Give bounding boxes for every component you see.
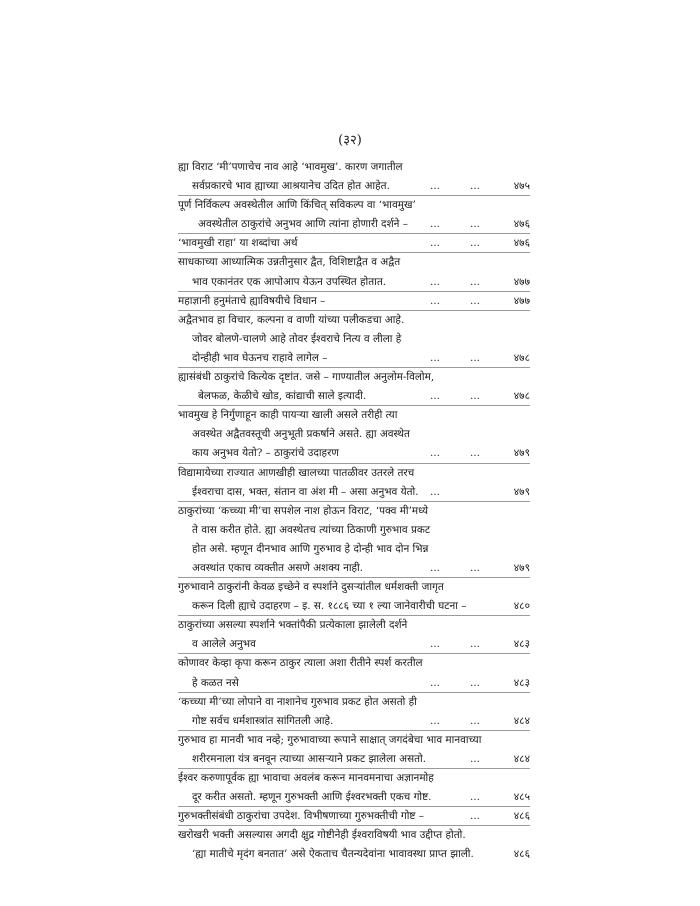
dot-leader: … xyxy=(470,562,480,574)
toc-line-text: होत असे. म्हणून दीनभाव आणि गुरुभाव हे दोन्ही भाव दोन भिन्न xyxy=(192,542,429,555)
toc-line xyxy=(178,253,530,272)
dot-leader: … xyxy=(430,238,440,250)
toc-line xyxy=(178,521,530,540)
toc-line-text: दोन्हीही भाव घेऊनच राहावे लागेल – xyxy=(192,351,328,364)
dot-leader: … xyxy=(470,677,480,689)
dot-leader: … xyxy=(470,352,480,364)
toc-line-text: ठाकुरांच्या ‘कच्च्या मी’चा सपशेल नाश होऊन विराट, ‘पक्व मी’मध्ये xyxy=(178,504,429,517)
toc-page-number: ४७९ xyxy=(513,485,530,498)
toc-entry xyxy=(178,616,530,654)
toc-line xyxy=(178,578,530,597)
toc-page-number: ४८६ xyxy=(513,810,530,823)
toc-entry xyxy=(178,368,530,406)
toc-line-text: व आलेले अनुभव xyxy=(192,638,256,651)
dot-leader: … xyxy=(470,448,480,460)
toc-line-text: शरीरमनाला यंत्र बनवून त्याच्या आसऱ्याने प्रकट झालेला असतो. xyxy=(192,752,427,765)
toc-line xyxy=(178,750,530,769)
toc-line-text: अवस्थेतील ठाकुरांचे अनुभव आणि त्यांना होणारी दर्शने – xyxy=(198,218,408,231)
toc-line-text: ईश्वर करुणापूर्वक ह्या भावाचा अवलंब करून मानवमनाचा अज्ञानमोह xyxy=(178,772,434,784)
toc-line-text: गुरुभाव हा मानवी भाव नव्हे; गुरुभावाच्या रूपाने साक्षात् जगदंबेचा भाव मानवाच्या xyxy=(178,733,482,746)
toc-line xyxy=(178,444,530,463)
page-number: (३२) xyxy=(338,133,362,148)
toc-line-text: अद्वैतभाव हा विचार, कल्पना व वाणी यांच्या पलीकडचा आहे. xyxy=(178,313,405,326)
toc-page-number: ४८४ xyxy=(513,714,530,727)
toc-entry xyxy=(178,234,530,253)
toc-entry xyxy=(178,253,530,291)
toc-line xyxy=(178,845,530,864)
toc-line-text: जोवर बोलणे-चालणे आहे तोवर ईश्वराचे नित्य व लीला हे xyxy=(192,332,402,345)
toc-line xyxy=(178,196,530,215)
toc-page-number: ४७६ xyxy=(513,237,530,250)
toc-line-text: हे कळत नसे xyxy=(192,676,239,689)
toc-page-number: ४८६ xyxy=(513,848,530,861)
toc-entry xyxy=(178,807,530,826)
toc-line xyxy=(178,464,530,483)
toc-line-text: ईश्वराचा दास, भक्त, संतान वा अंश मी – असा अनुभव येतो. xyxy=(192,485,419,498)
toc-line-text: करून दिली ह्याचे उदाहरण – इ. स. १८८६ च्या १ ल्या जानेवारीची घटना – xyxy=(192,600,467,613)
toc-line-text: भावमुख हे निर्गुणाहून काही पायऱ्या खाली असले तरीही त्या xyxy=(178,409,398,422)
toc-line-text: सर्वप्रकारचे भाव ह्याच्या आश्रयानेच उदित होत आहेत. xyxy=(192,180,390,193)
toc-line-text: ह्यासंबंधी ठाकुरांचे कित्येक दृष्टांत. जसे – गाण्यातील अनुलोम-विलोम, xyxy=(178,371,435,384)
dot-leader: … xyxy=(470,639,480,651)
toc-line xyxy=(178,483,530,502)
toc-line-text: ‘कच्च्या मी’च्या लोपाने वा नाशानेच गुरुभाव प्रकट होत असतो ही xyxy=(178,695,417,708)
toc-entry xyxy=(178,654,530,692)
toc-entry xyxy=(178,731,530,769)
toc-line-text: बेलफळ, केळीचे खोड, कांद्याची साले इत्यादी. xyxy=(198,390,367,403)
toc-page-number: ४७७ xyxy=(513,294,530,307)
toc-entry xyxy=(178,578,530,616)
dot-leader: … xyxy=(430,562,440,574)
dot-leader: … xyxy=(430,219,440,231)
toc-line-text: खरोखरी भक्ती असल्यास अगदी क्षुद्र गोष्टीनेही ईश्वराविषयी भाव उद्दीप्त होतो. xyxy=(178,829,466,842)
toc-line-text: विद्यामायेच्या राज्यात आणखीही खालच्या पातळीवर उतरले तरच xyxy=(178,466,415,479)
toc-line xyxy=(178,273,530,292)
dot-leader: … xyxy=(430,486,440,498)
toc-line xyxy=(178,330,530,349)
toc-line-text: ते वास करीत होते. ह्या अवस्थेतच त्यांच्या ठिकाणी गुरुभाव प्रकट xyxy=(192,523,431,536)
toc-line xyxy=(178,693,530,712)
dot-leader: … xyxy=(470,715,480,727)
toc-page-number: ४८३ xyxy=(513,638,530,651)
toc-line xyxy=(178,769,530,788)
toc-line xyxy=(178,158,530,177)
toc-line xyxy=(178,292,530,311)
toc-line-text: गुरुभावाने ठाकुरांनी केवळ इच्छेने व स्पर्शाने दुसऱ्यांतील धर्मशक्ती जागृत xyxy=(178,581,444,594)
toc-line xyxy=(178,349,530,368)
dot-leader: … xyxy=(470,391,480,403)
toc-line xyxy=(178,731,530,750)
toc-entry xyxy=(178,158,530,196)
toc-line-text: अवस्थेत अद्वैतवस्तूची अनुभूती प्रकर्षाने असते. ह्या अवस्थेत xyxy=(192,428,410,441)
toc-page-number: ४८४ xyxy=(513,752,530,765)
dot-leader: … xyxy=(470,238,480,250)
toc-line-text: भाव एकानंतर एक आपोआप येऊन उपस्थित होतात. xyxy=(192,275,387,288)
dot-leader: … xyxy=(430,181,440,193)
toc-entry xyxy=(178,406,530,463)
dot-leader: … xyxy=(430,715,440,727)
toc-page-number: ४७८ xyxy=(513,390,530,403)
dot-leader: … xyxy=(470,276,480,288)
dot-leader: … xyxy=(430,639,440,651)
dot-leader: … xyxy=(470,792,480,804)
toc-line-text: ‘ह्या मातीचे मृदंग बनतात’ असे ऐकताच चैतन्यदेवांना भावावस्था प्राप्त झाली. xyxy=(192,848,474,861)
toc-entry xyxy=(178,464,530,502)
toc-line xyxy=(178,712,530,731)
toc-line-text: गुरुभक्तीसंबंधी ठाकुरांचा उपदेश. विभीषणाच्या गुरुभक्तीची गोष्ट – xyxy=(178,810,424,823)
dot-leader: … xyxy=(470,295,480,307)
toc-line-text: गोष्ट सर्वच धर्मशास्त्रांत सांगितली आहे. xyxy=(192,714,334,727)
toc-line-text: महाज्ञानी हनुमंताचे ह्याविषयीचे विधान – xyxy=(178,294,326,307)
toc-line xyxy=(178,215,530,234)
toc-page-number: ४८० xyxy=(513,600,530,613)
toc-line-text: साधकाच्या आध्यात्मिक उन्नतीनुसार द्वैत, विशिष्टाद्वैत व अद्वैत xyxy=(178,256,401,269)
toc-line xyxy=(178,597,530,616)
toc-line xyxy=(178,502,530,521)
dot-leader: … xyxy=(430,295,440,307)
dot-leader: … xyxy=(430,352,440,364)
toc-entry xyxy=(178,826,530,864)
dot-leader: … xyxy=(430,391,440,403)
dot-leader: … xyxy=(430,448,440,460)
table-of-contents xyxy=(178,158,530,864)
toc-line xyxy=(178,387,530,406)
toc-line xyxy=(178,177,530,196)
toc-line-text: काय अनुभव येतो? – ठाकुरांचे उदाहरण xyxy=(192,447,339,460)
toc-page-number: ४८५ xyxy=(513,791,530,804)
toc-line-text: ह्या विराट ‘मी’पणाचेच नाव आहे ‘भावमुख’. कारण जगातील xyxy=(178,161,403,173)
toc-entry xyxy=(178,196,530,234)
toc-entry xyxy=(178,502,530,578)
toc-line xyxy=(178,654,530,673)
dot-leader: … xyxy=(470,753,480,765)
dot-leader: … xyxy=(470,219,480,231)
dot-leader: … xyxy=(430,677,440,689)
toc-line xyxy=(178,826,530,845)
toc-line xyxy=(178,788,530,807)
dot-leader: … xyxy=(470,811,480,823)
toc-entry xyxy=(178,311,530,368)
toc-page-number: ४७७ xyxy=(513,275,530,288)
toc-line xyxy=(178,807,530,826)
toc-line xyxy=(178,559,530,578)
toc-line xyxy=(178,674,530,693)
toc-page-number: ४७९ xyxy=(513,561,530,574)
toc-line xyxy=(178,234,530,253)
toc-entry xyxy=(178,292,530,311)
toc-page-number: ४७८ xyxy=(513,351,530,364)
toc-entry xyxy=(178,693,530,731)
toc-line xyxy=(178,540,530,559)
dot-leader: … xyxy=(470,181,480,193)
toc-line-text: ठाकुरांच्या असल्या स्पर्शाने भक्तांपैकी प्रत्येकाला झालेली दर्शने xyxy=(178,619,408,632)
toc-line-text: दूर करीत असतो. म्हणून गुरुभक्ती आणि ईश्वरभक्ती एकच गोष्ट. xyxy=(192,791,432,804)
toc-page-number: ४७५ xyxy=(513,180,530,193)
toc-page-number: ४७६ xyxy=(513,218,530,231)
toc-line xyxy=(178,406,530,425)
toc-line xyxy=(178,425,530,444)
toc-page-number: ४७९ xyxy=(513,447,530,460)
toc-line xyxy=(178,635,530,654)
toc-line-text: पूर्ण निर्विकल्प अवस्थेतील आणि किंचित् सविकल्प वा ‘भावमुख’ xyxy=(178,199,416,212)
toc-line xyxy=(178,311,530,330)
toc-line xyxy=(178,368,530,387)
toc-line-text: अवस्थांत एकाच व्यक्तीत असणे अशक्य नाही. xyxy=(192,561,364,574)
toc-line-text: कोणावर केव्हा कृपा करून ठाकुर त्याला अशा रीतीने स्पर्श करतील xyxy=(178,657,423,670)
toc-entry xyxy=(178,769,530,807)
dot-leader: … xyxy=(430,276,440,288)
toc-page-number: ४८३ xyxy=(513,676,530,689)
toc-line xyxy=(178,616,530,635)
toc-line-text: ‘भावमुखी राहा’ या शब्दांचा अर्थ xyxy=(178,237,298,250)
